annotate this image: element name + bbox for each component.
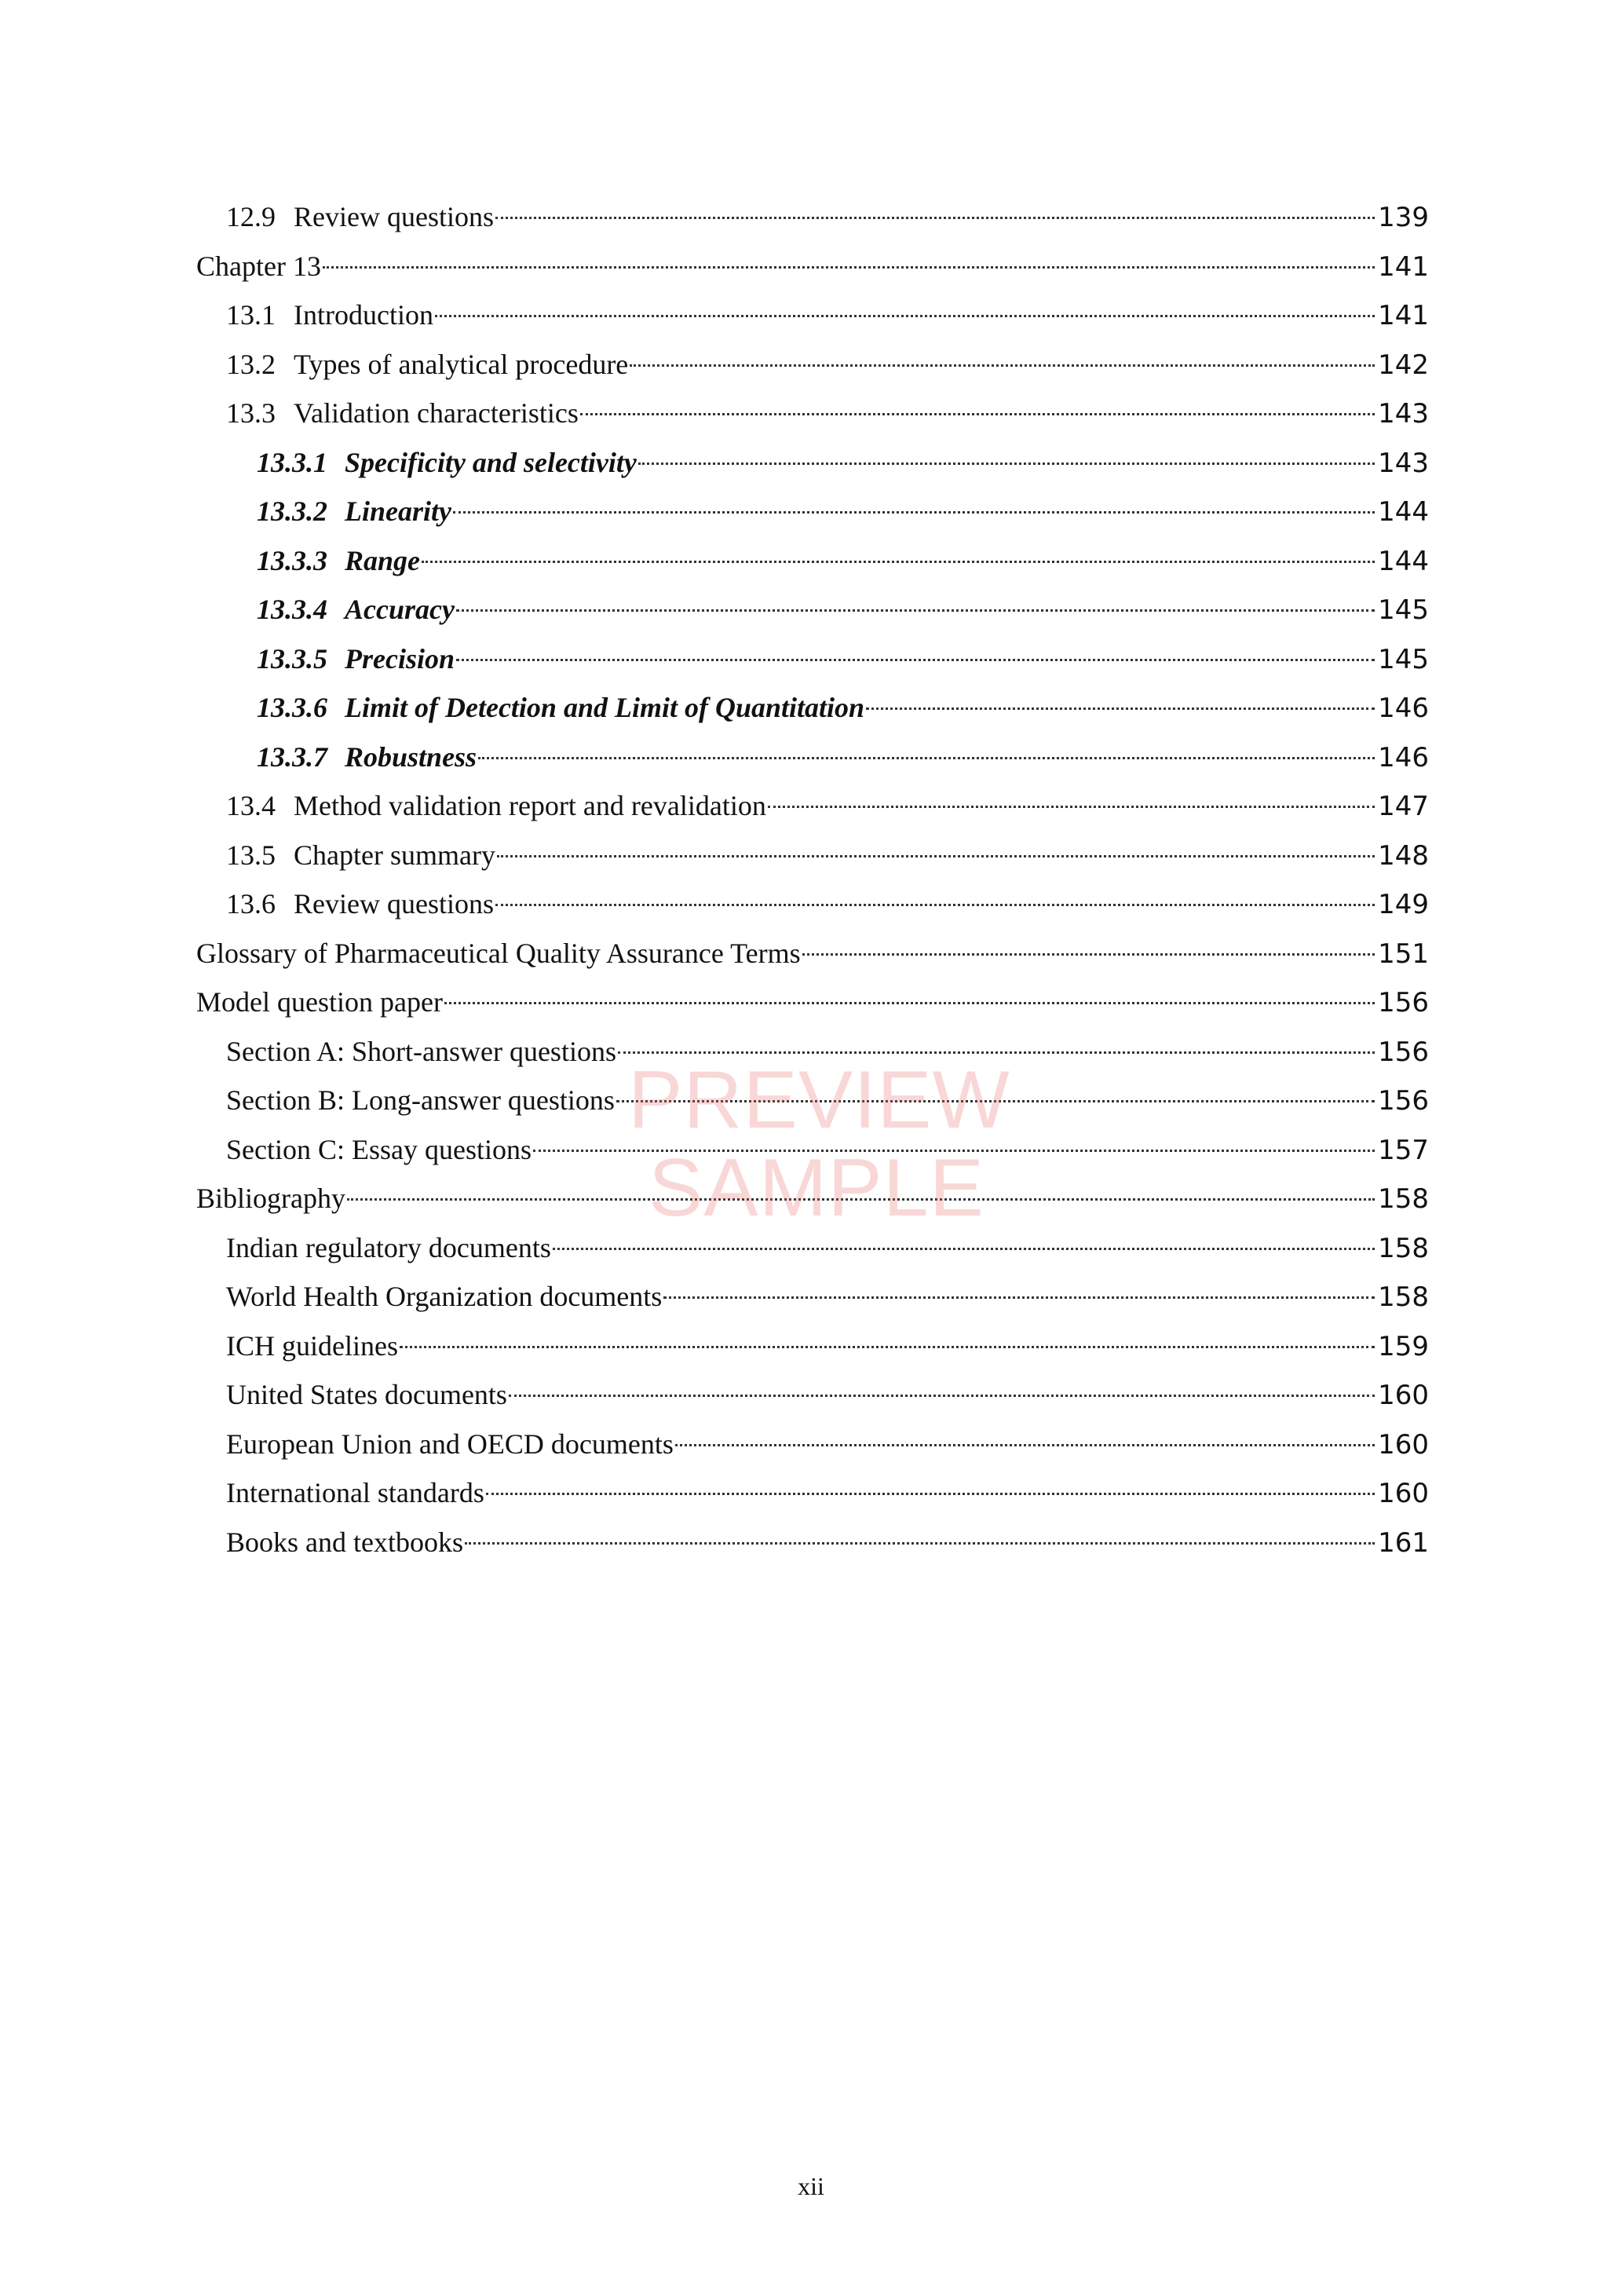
toc-entry-label: Limit of Detection and Limit of Quantitation [345,692,865,723]
toc-page-number: 151 [1378,938,1429,970]
toc-page-number: 156 [1378,1085,1429,1117]
toc-page-number: 158 [1378,1183,1429,1215]
toc-entry[interactable] [196,781,1429,831]
toc-entry-label: Review questions [294,201,494,232]
toc-page-number: 148 [1378,839,1429,872]
toc-entry-title [226,1272,662,1322]
toc-entry[interactable] [196,831,1429,880]
dot-leader [323,266,1375,269]
toc-entry[interactable] [196,1076,1429,1125]
toc-page-number: 156 [1378,1036,1429,1068]
toc-entry-label: Linearity [345,495,451,527]
toc-entry-label: Specificity and selectivity [345,446,637,478]
toc-entry-label: Chapter 13 [196,250,321,282]
toc-entry-number: 13.3.1 [257,446,327,478]
toc-entry[interactable] [196,1420,1429,1469]
toc-entry-label: Method validation report and revalidation [294,790,766,821]
toc-entry[interactable] [196,192,1429,242]
toc-entry-label: Range [345,544,421,576]
dot-leader [866,707,1375,710]
toc-entry[interactable] [196,879,1429,929]
toc-entry-title [196,1174,345,1223]
toc-page-number: 161 [1378,1526,1429,1559]
toc-entry-title [226,389,579,438]
toc-entry-label: Precision [345,642,455,675]
toc-entry[interactable] [196,1468,1429,1518]
toc-entry-number: 13.3.5 [257,642,327,675]
dot-leader [444,1002,1375,1004]
toc-entry[interactable] [196,389,1429,438]
toc-entry[interactable] [196,291,1429,340]
dot-leader [638,462,1375,465]
toc-entry[interactable] [196,1518,1429,1567]
toc-entry-title [226,340,628,389]
toc-entry[interactable] [196,683,1429,733]
toc-entry[interactable] [196,1027,1429,1077]
toc-entry-number: 13.3.6 [257,692,327,723]
toc-entry-title [257,536,420,586]
dot-leader [495,904,1375,906]
toc-page-number: 141 [1378,300,1429,331]
toc-entry[interactable] [196,1174,1429,1223]
toc-entry-title [226,1125,532,1175]
dot-leader [616,1100,1375,1102]
toc-entry-number: 12.9 [226,201,276,232]
toc-entry-title [257,634,455,684]
dot-leader [533,1150,1375,1152]
dot-leader [465,1542,1375,1545]
toc-page-number: 146 [1378,693,1429,724]
toc-page-number: 156 [1378,987,1429,1018]
toc-entry-label: Indian regulatory documents [226,1231,551,1263]
toc-entry-number: 13.4 [226,790,276,821]
toc-entry-number: 13.3 [226,397,276,429]
toc-page-number: 146 [1378,741,1429,773]
toc-page-number: 160 [1378,1380,1429,1411]
toc-page-number: 158 [1378,1281,1429,1313]
dot-leader [618,1051,1375,1054]
table-of-contents [196,192,1429,1567]
toc-entry-title [257,683,864,733]
toc-page-number: 144 [1378,545,1429,577]
toc-page-number: 158 [1378,1232,1429,1264]
toc-page-number: 142 [1378,349,1429,381]
toc-entry-number: 13.3.4 [257,594,327,625]
toc-entry[interactable] [196,536,1429,586]
dot-leader [422,561,1375,563]
toc-entry-number: 13.5 [226,839,276,871]
dot-leader [486,1493,1375,1495]
toc-page-number: 147 [1378,791,1429,822]
toc-page-number: 160 [1378,1428,1429,1461]
toc-entry[interactable] [196,733,1429,782]
toc-entry-label: Accuracy [345,594,455,625]
toc-entry-number: 13.3.7 [257,740,327,773]
toc-entry-number: 13.6 [226,888,276,919]
toc-page-number: 139 [1378,202,1429,233]
toc-entry-title [196,242,321,291]
toc-entry[interactable] [196,634,1429,684]
toc-entry-title [226,1322,398,1371]
dot-leader [495,217,1375,219]
toc-entry-number: 13.1 [226,299,276,331]
toc-entry[interactable] [196,242,1429,291]
toc-entry-label: United States documents [226,1379,507,1410]
toc-entry-title [257,585,455,634]
toc-entry-title [226,1518,463,1567]
toc-entry[interactable] [196,1125,1429,1175]
dot-leader [630,364,1375,367]
toc-entry-title [226,1370,507,1420]
toc-entry-label: Introduction [294,299,433,331]
toc-entry[interactable] [196,1322,1429,1371]
toc-entry-label: Section C: Essay questions [226,1133,532,1165]
toc-entry-title [226,831,495,880]
dot-leader [802,953,1375,956]
toc-entry-label: World Health Organization documents [226,1281,663,1312]
toc-entry-label: Bibliography [196,1183,345,1214]
toc-page-number: 143 [1378,447,1429,479]
dot-leader [497,855,1375,857]
dot-leader [675,1444,1375,1446]
toc-entry-title [226,291,433,340]
toc-entry-number: 13.2 [226,348,276,380]
toc-entry-title [226,879,494,929]
toc-entry-label: Chapter summary [294,839,495,871]
page-number-footer: xii [798,2172,824,2200]
toc-page-number: 145 [1378,643,1429,675]
toc-entry-title [226,192,494,242]
dot-leader [663,1296,1375,1299]
dot-leader [768,806,1375,808]
watermark-line-1: PREVIEW [628,1055,1010,1146]
toc-entry[interactable] [196,978,1429,1027]
toc-entry[interactable] [196,487,1429,536]
dot-leader [400,1346,1375,1348]
toc-entry-label: Glossary of Pharmaceutical Quality Assurance Terms [196,937,801,969]
toc-entry[interactable] [196,1223,1429,1273]
toc-entry-title [226,1223,551,1273]
toc-page-number: 143 [1378,398,1429,430]
toc-entry-title [196,929,801,978]
toc-entry[interactable] [196,1370,1429,1420]
toc-page-number: 144 [1378,496,1429,528]
toc-entry-label: Model question paper [196,986,443,1018]
dot-leader [435,315,1375,317]
toc-entry[interactable] [196,340,1429,389]
toc-entry-title [257,487,451,536]
dot-leader [509,1395,1375,1397]
toc-entry-title [226,1076,615,1125]
toc-entry[interactable] [196,438,1429,488]
toc-entry-label: Section A: Short-answer questions [226,1035,616,1067]
toc-entry-label: Validation characteristics [294,397,579,429]
toc-entry[interactable] [196,929,1429,978]
toc-entry-title [196,978,443,1027]
dot-leader [580,413,1375,415]
toc-page-number: 160 [1378,1478,1429,1509]
toc-entry-label: European Union and OECD documents [226,1428,674,1460]
toc-entry-title [226,1468,484,1518]
toc-page-number: 141 [1378,250,1429,283]
toc-entry-title [226,1420,674,1469]
toc-entry-number: 13.3.2 [257,495,327,527]
toc-page-number: 145 [1378,594,1429,626]
toc-entry[interactable] [196,585,1429,634]
toc-entry-label: Types of analytical procedure [294,348,629,380]
dot-leader [456,609,1375,612]
toc-entry-label: Robustness [345,740,477,773]
dot-leader [456,659,1375,661]
toc-page-number: 149 [1378,889,1429,920]
dot-leader [347,1198,1375,1201]
toc-entry-label: Section B: Long-answer questions [226,1084,615,1116]
toc-entry[interactable] [196,1272,1429,1322]
dot-leader [453,511,1375,514]
watermark-line-2: SAMPLE [648,1143,985,1234]
toc-entry-label: ICH guidelines [226,1329,398,1362]
toc-entry-number: 13.3.3 [257,544,327,576]
toc-entry-title [226,781,766,831]
toc-entry-title [257,438,637,488]
toc-entry-label: Review questions [294,888,494,919]
toc-entry-label: Books and textbooks [226,1526,463,1558]
toc-entry-title [257,733,477,782]
toc-entry-label: International standards [226,1477,484,1508]
toc-page-number: 159 [1378,1330,1429,1362]
dot-leader [478,757,1375,759]
toc-entry-title [226,1027,616,1077]
dot-leader [553,1248,1375,1250]
toc-page-number: 157 [1378,1134,1429,1166]
